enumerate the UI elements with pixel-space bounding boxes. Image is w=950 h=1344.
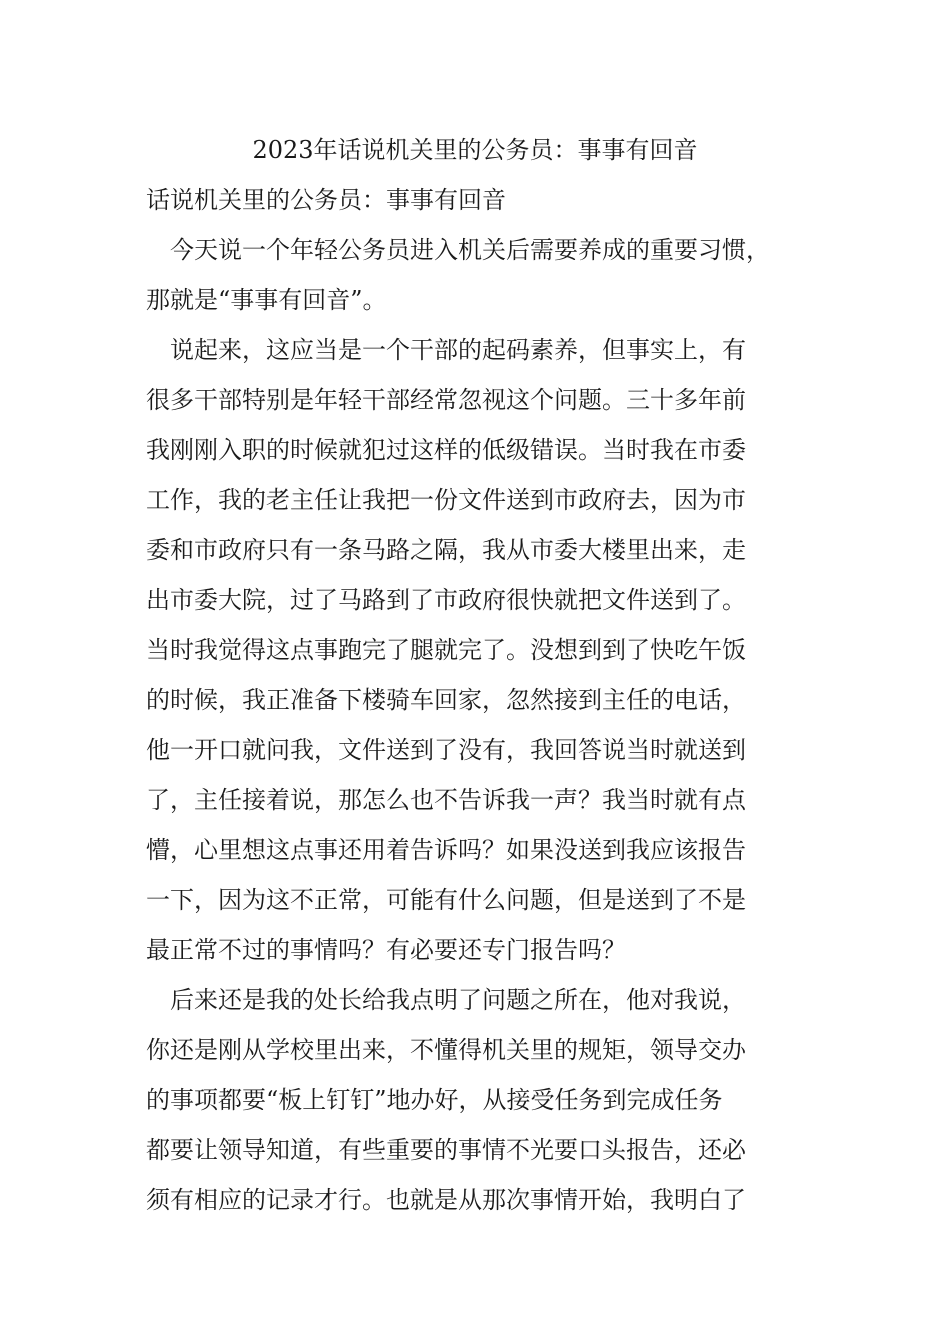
paragraph-line: 出市委大院，过了马路到了市政府很快就把文件送到了。 (146, 586, 746, 614)
document-subtitle: 话说机关里的公务员：事事有回音 (146, 186, 506, 214)
paragraph-line: 委和市政府只有一条马路之隔，我从市委大楼里出来，走 (146, 536, 746, 564)
paragraph-line: 最正常不过的事情吗？有必要还专门报告吗？ (146, 936, 626, 964)
paragraph-line: 今天说一个年轻公务员进入机关后需要养成的重要习惯， (146, 236, 770, 264)
paragraph-line: 当时我觉得这点事跑完了腿就完了。没想到到了快吃午饭 (146, 636, 746, 664)
paragraph-line: 的事项都要“板上钉钉”地办好，从接受任务到完成任务 (146, 1086, 723, 1114)
paragraph-line: 的时候，我正准备下楼骑车回家，忽然接到主任的电话， (146, 686, 746, 714)
document-title: 2023年话说机关里的公务员：事事有回音 (252, 136, 698, 164)
paragraph-line: 工作，我的老主任让我把一份文件送到市政府去，因为市 (146, 486, 746, 514)
paragraph-line: 一下，因为这不正常，可能有什么问题，但是送到了不是 (146, 886, 746, 914)
paragraph-line: 后来还是我的处长给我点明了问题之所在，他对我说， (146, 986, 746, 1014)
paragraph-line: 我刚刚入职的时候就犯过这样的低级错误。当时我在市委 (146, 436, 746, 464)
paragraph-line: 懵，心里想这点事还用着告诉吗？如果没送到我应该报告 (146, 836, 746, 864)
paragraph-line: 都要让领导知道，有些重要的事情不光要口头报告，还必 (146, 1136, 746, 1164)
paragraph-line: 你还是刚从学校里出来，不懂得机关里的规矩，领导交办 (146, 1036, 746, 1064)
paragraph-line: 他一开口就问我，文件送到了没有，我回答说当时就送到 (146, 736, 746, 764)
paragraph-line: 须有相应的记录才行。也就是从那次事情开始，我明白了 (146, 1186, 746, 1214)
paragraph-line: 说起来，这应当是一个干部的起码素养，但事实上，有 (146, 336, 746, 364)
paragraph-line: 那就是“事事有回音”。 (146, 286, 387, 314)
paragraph-line: 很多干部特别是年轻干部经常忽视这个问题。三十多年前 (146, 386, 746, 414)
paragraph-line: 了，主任接着说，那怎么也不告诉我一声？我当时就有点 (146, 786, 746, 814)
